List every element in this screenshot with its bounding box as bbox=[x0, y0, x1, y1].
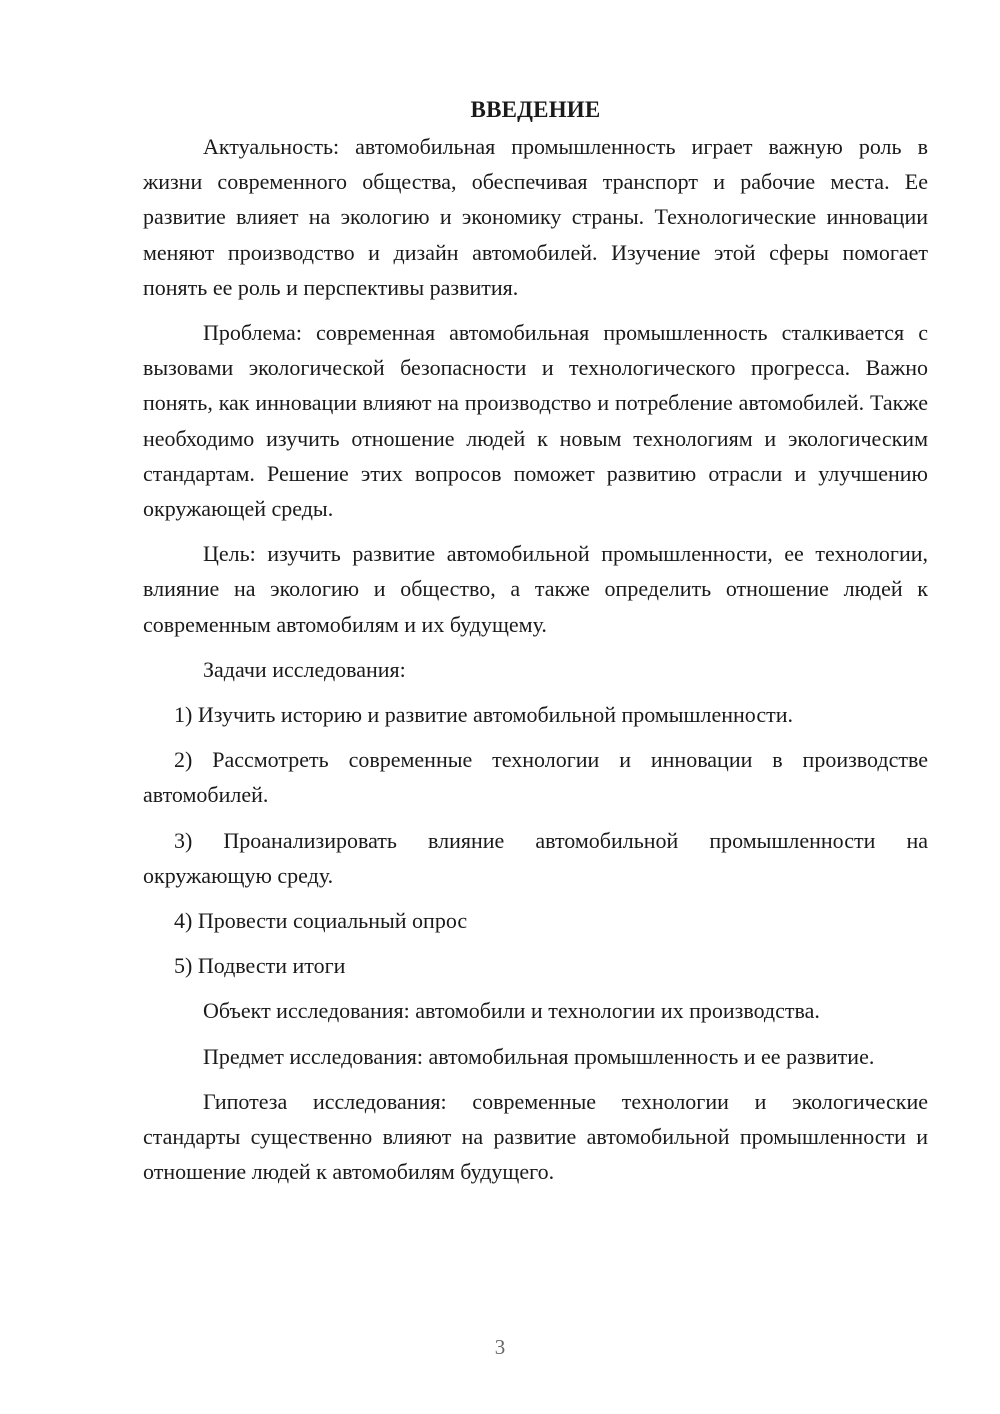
document-page bbox=[143, 92, 928, 1199]
paragraph-tasks-heading: Задачи исследования: bbox=[203, 656, 406, 682]
task-item-2: 2) Рассмотреть современные технологии и инновации в производстве автомобилей. bbox=[143, 747, 928, 808]
paragraph-relevance: Актуальность: автомобильная промышленность играет важную роль в жизни современного общества, обеспечивая транспорт и рабочие места. Ее развитие влияет на экологию и экономику страны. Технологические инновации меняют производство и дизайн автомобилей. Изучение этой сферы помогает понять ее роль и перспективы развития. bbox=[143, 134, 928, 300]
paragraph-goal: Цель: изучить развитие автомобильной промышленности, ее технологии, влияние на экологию и общество, а также определить отношение людей к современным автомобилям и их будущему. bbox=[143, 541, 928, 637]
paragraph-object: Объект исследования: автомобили и технологии их производства. bbox=[203, 998, 820, 1024]
section-heading: ВВЕДЕНИЕ bbox=[470, 97, 601, 122]
task-item-5: 5) Подвести итоги bbox=[174, 953, 346, 979]
paragraph-subject: Предмет исследования: автомобильная промышленность и ее развитие. bbox=[203, 1043, 875, 1069]
task-item-3: 3) Проанализировать влияние автомобильной промышленности на окружающую среду. bbox=[143, 827, 928, 888]
paragraph-problem: Проблема: современная автомобильная промышленность сталкивается с вызовами экологической безопасности и технологического прогресса. Важно понять, как инновации влияют на производство и потребление автомобилей. Также необходимо изучить отношение людей к новым технологиям и экологическим стандартам. Решение этих вопросов поможет развитию отрасли и улучшению окружающей среды. bbox=[143, 320, 928, 522]
task-item-1: 1) Изучить историю и развитие автомобильной промышленности. bbox=[174, 702, 793, 728]
task-item-4: 4) Провести социальный опрос bbox=[174, 908, 468, 934]
page-number: 3 bbox=[494, 1335, 506, 1359]
paragraph-hypothesis: Гипотеза исследования: современные технологии и экологические стандарты существенно влияют на развитие автомобильной промышленности и отношение людей к автомобилям будущего. bbox=[143, 1088, 928, 1185]
